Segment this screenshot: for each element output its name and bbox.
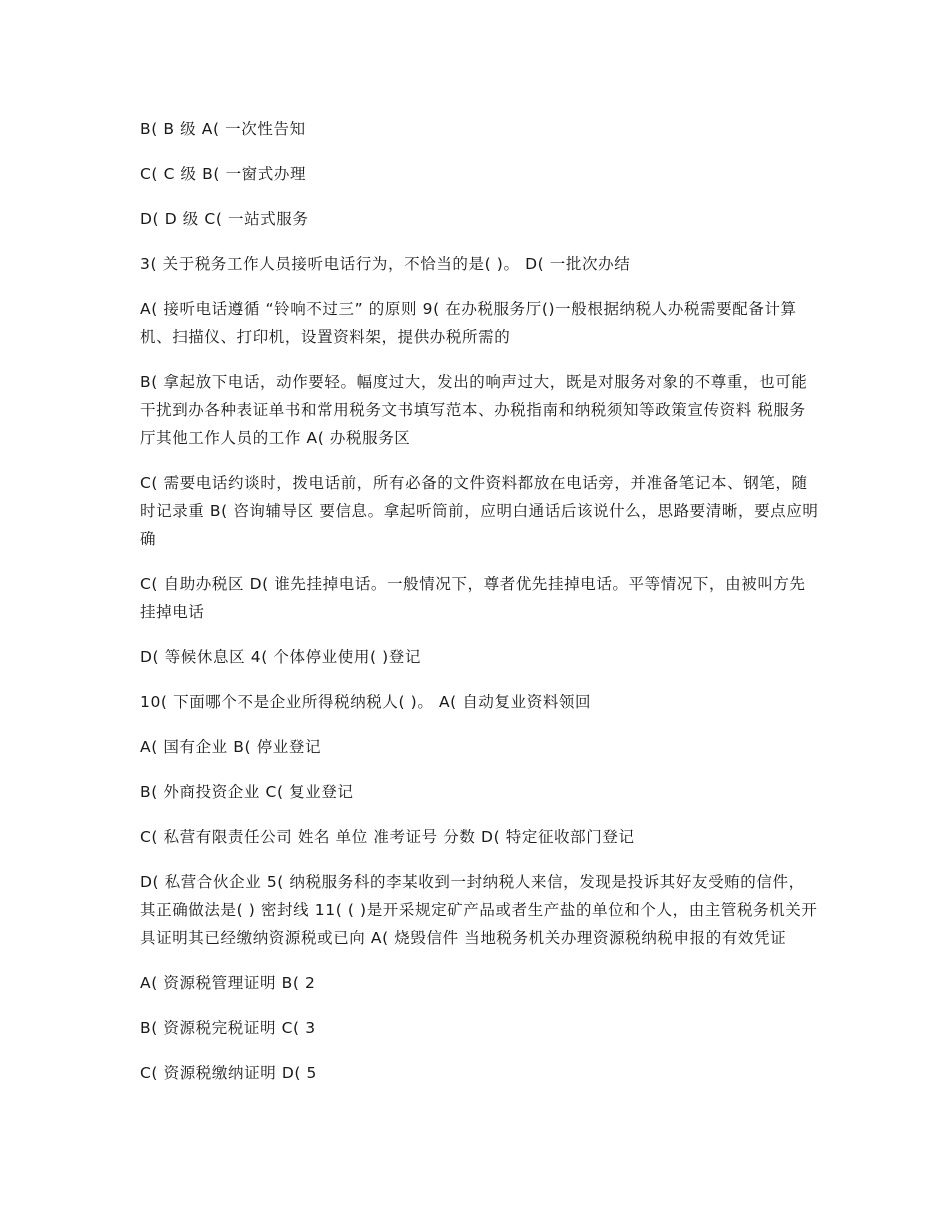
paragraph: C( 资源税缴纳证明 D( 5 <box>140 1064 317 1082</box>
paragraph: A( 资源税管理证明 B( 2 <box>140 974 316 992</box>
paragraph: D( 私营合伙企业 5( 纳税服务科的李某收到一封纳税人来信，发现是投诉其好友受贿的信件，其正确做法是( ) 密封线 11( ( )是开采规定矿产品或者生产盐的单位和个人，由主管税务机关开具证明其已经缴纳资源税或已向 A( 烧毁信件 当地税务机关办理资源税纳税申报的有效凭证 <box>140 873 818 947</box>
paragraph: B( 拿起放下电话，动作要轻。幅度过大，发出的响声过大，既是对服务对象的不尊重，也可能干扰到办各种表证单书和常用税务文书填写范本、办税指南和纳税须知等政策宣传资料 税服务厅其他工作人员的工作 A( 办税服务区 <box>140 373 808 447</box>
paragraph: C( 私营有限责任公司 姓名 单位 准考证号 分数 D( 特定征收部门登记 <box>140 828 635 846</box>
paragraph: C( 需要电话约谈时，拨电话前，所有必备的文件资料都放在电话旁，并准备笔记本、钢笔，随时记录重 B( 咨询辅导区 要信息。拿起听筒前，应明白通话后该说什么，思路要清晰，要点应明确 <box>140 474 819 548</box>
paragraph: C( C 级 B( 一窗式办理 <box>140 165 307 183</box>
paragraph: B( B 级 A( 一次性告知 <box>140 120 306 138</box>
paragraph: 3( 关于税务工作人员接听电话行为，不恰当的是( )。 D( 一批次办结 <box>140 255 631 273</box>
document-body <box>140 115 820 1104</box>
paragraph: A( 国有企业 B( 停业登记 <box>140 738 322 756</box>
paragraph: 10( 下面哪个不是企业所得税纳税人( )。 A( 自动复业资料领回 <box>140 693 592 711</box>
paragraph: B( 外商投资企业 C( 复业登记 <box>140 783 354 801</box>
paragraph: C( 自助办税区 D( 谁先挂掉电话。一般情况下，尊者优先挂掉电话。平等情况下，由被叫方先挂掉电话 <box>140 575 806 621</box>
paragraph: B( 资源税完税证明 C( 3 <box>140 1019 316 1037</box>
paragraph: A( 接听电话遵循 “铃响不过三” 的原则 9( 在办税服务厅()一般根据纳税人办税需要配备计算机、扫描仪、打印机，设置资料架，提供办税所需的 <box>140 300 797 346</box>
paragraph: D( D 级 C( 一站式服务 <box>140 210 309 228</box>
paragraph: D( 等候休息区 4( 个体停业使用( )登记 <box>140 648 421 666</box>
